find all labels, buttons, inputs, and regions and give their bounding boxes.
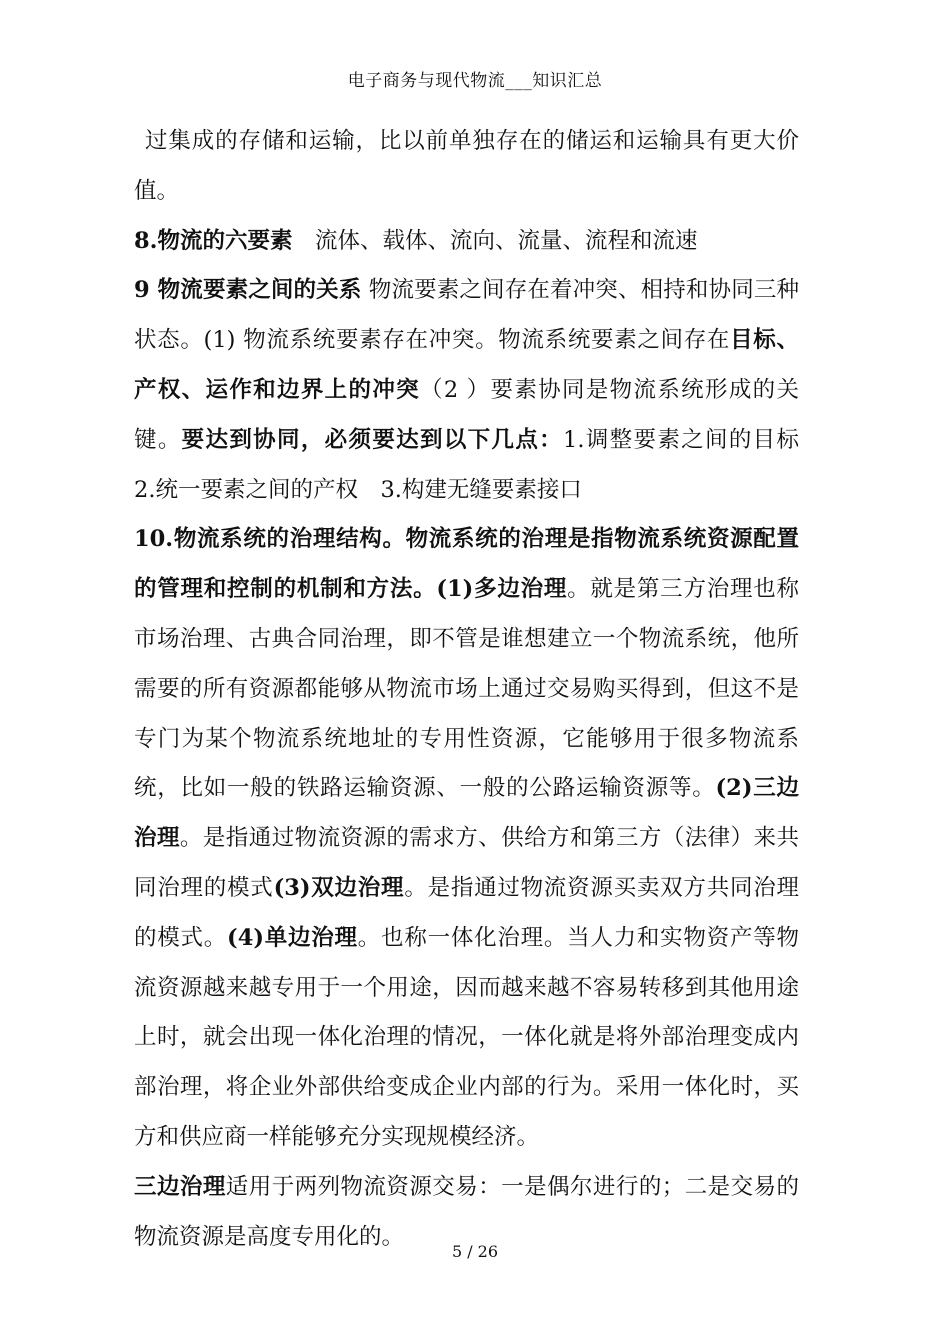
emphasis-text: 目标、产权、运作和边界上的冲突 [134, 327, 799, 403]
paragraph-storage-value [134, 117, 799, 217]
paragraph-text: （2 ）要素协同是物流系统形成的关键。 [134, 376, 799, 453]
section-heading: 8.物流的六要素 [134, 227, 293, 254]
document-body [134, 117, 822, 1262]
section-heading: 10.物流系统的治理结构。物流系统的治理是指物流系统资源配置的管理和控制的机制和方法。(1)多边治理 [134, 526, 799, 603]
paragraph-text: 物流要素之间存在着冲突、相持和协同三种状态。(1) 物流系统要素存在冲突。物流系统要素之间存在 [134, 277, 799, 354]
paragraph-text: 。就是第三方治理也称市场治理、古典合同治理，即不管是谁想建立一个物流系统，他所需要的所有资源都能够从物流市场上通过交易购买得到，但这不是专门为某个物流系统地址的专用性资源，它能够用于很多物流系统，比如一般的铁路运输资源、一般的公路运输资源等。 [134, 576, 799, 802]
page-number: 5 / 26 [451, 1242, 499, 1261]
paragraph-six-elements [134, 217, 799, 267]
paragraph-element-relations [134, 266, 822, 515]
emphasis-text: 三边治理 [134, 1173, 226, 1200]
paragraph-text: 流体、载体、流向、流量、流程和流速 [292, 227, 698, 254]
paragraph-text: 1.调整要素之间的目标 2.统一要素之间的产权 3.构建无缝要素接口 [134, 426, 822, 503]
emphasis-text: 要达到协同，必须要达到以下几点： [181, 426, 564, 453]
emphasis-text: (2)三边治理 [134, 775, 799, 852]
paragraph-governance-structure [134, 515, 799, 1162]
emphasis-text: (4)单边治理 [227, 924, 358, 951]
section-heading: 9 物流要素之间的关系 [134, 277, 362, 304]
paragraph-text: 过集成的存储和运输，比以前单独存在的储运和运输具有更大价值。 [134, 128, 799, 204]
paragraph-text: 适用于两列物流资源交易：一是偶尔进行的；二是交易的物流资源是高度专用化的。 [134, 1173, 799, 1250]
emphasis-text: (3)双边治理 [273, 874, 405, 901]
page-header: 电子商务与现代物流___知识汇总 [347, 71, 603, 91]
paragraph-text: 。也称一体化治理。当人力和实物资产等物流资源越来越专用于一个用途，因而越来越不容易转移到其他用途上时，就会出现一体化治理的情况，一体化就是将外部治理变成内部治理，将企业外部供给变成企业内部的行为。采用一体化时，买方和供应商一样能够充分实现规模经济。 [134, 924, 799, 1150]
paragraph-text: 。是指通过物流资源买卖双方共同治理的模式。 [134, 874, 799, 951]
paragraph-text: 。是指通过物流资源的需求方、供给方和第三方（法律）来共同治理的模式 [134, 825, 799, 901]
